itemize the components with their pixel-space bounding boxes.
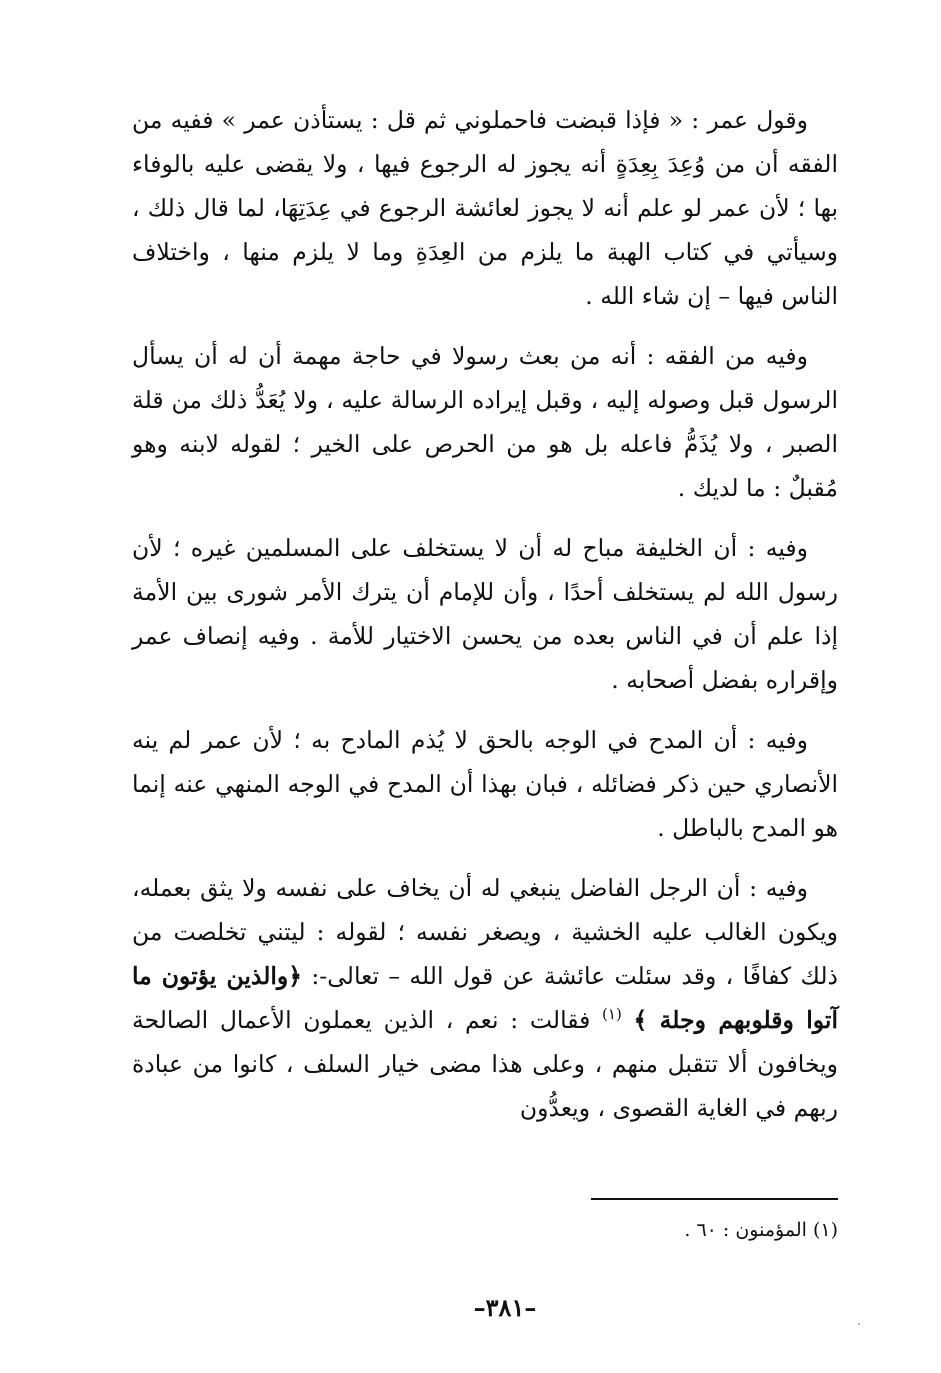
main-text	[132, 98, 838, 1146]
paragraph-5-text-after: فقالت : نعم ، الذين يعملون الأعمال الصالحة ويخافون ألا تتقبل منهم ، وعلى هذا مضى خيار السلف ، كانوا من عبادة ربهم في الغاية القصوى ، ويعدُّون	[132, 1006, 838, 1122]
quran-verse: ﴿والذين يؤتون ما آتوا وقلوبهم وجلة ﴾	[132, 962, 838, 1034]
footnote: (١) المؤمنون : ٦٠ .	[684, 1219, 838, 1241]
footnote-divider	[591, 1198, 838, 1200]
paragraph-4: وفيه : أن المدح في الوجه بالحق لا يُذم المادح به ؛ لأن عمر لم ينه الأنصاري حين ذكر فضائله ، فبان بهذا أن المدح في الوجه المنهي عنه إنما هو المدح بالباطل .	[132, 726, 838, 842]
paragraph-5-text-before: وفيه : أن الرجل الفاضل ينبغي له أن يخاف على نفسه ولا يثق بعمله، ويكون الغالب عليه الخشية ، ويصغر نفسه ؛ لقوله : ليتني تخلصت من ذلك كفافًا ، وقد سئلت عائشة عن قول الله – تعالى-:	[132, 874, 838, 990]
paragraph-1: وقول عمر : « فإذا قبضت فاحملوني ثم قل : يستأذن عمر » ففيه من الفقه أن من وُعِدَ بِعِدَةٍ أنه يجوز له الرجوع فيها ، ولا يقضى عليه بالوفاء بها ؛ لأن عمر لو علم أنه لا يجوز لعائشة الرجوع في عِدَتِهَا، لما قال ذلك ، وسيأتي في كتاب الهبة ما يلزم من العِدَةِ وما لا يلزم منها ، واختلاف الناس فيها – إن شاء الله .	[132, 106, 838, 310]
scan-speck	[858, 1323, 860, 1325]
paragraph-2: وفيه من الفقه : أنه من بعث رسولا في حاجة مهمة أن له أن يسأل الرسول قبل وصوله إليه ، وقبل إيراده الرسالة عليه ، ولا يُعَدُّ ذلك من قلة الصبر ، ولا يُذَمُّ فاعله بل هو من الحرص على الخير ؛ لقوله لابنه وهو مُقبلٌ : ما لديك .	[132, 342, 838, 502]
page-number: –٣٨١–	[473, 1293, 537, 1322]
footnote-reference: (١)	[602, 1005, 622, 1024]
paragraph-5	[132, 866, 838, 1130]
paragraph-3: وفيه : أن الخليفة مباح له أن لا يستخلف على المسلمين غيره ؛ لأن رسول الله لم يستخلف أحدًا ، وأن للإمام أن يترك الأمر شورى بين الأمة إذا علم أن في الناس بعده من يحسن الاختيار للأمة . وفيه إنصاف عمر وإقراره بفضل أصحابه .	[132, 534, 838, 694]
